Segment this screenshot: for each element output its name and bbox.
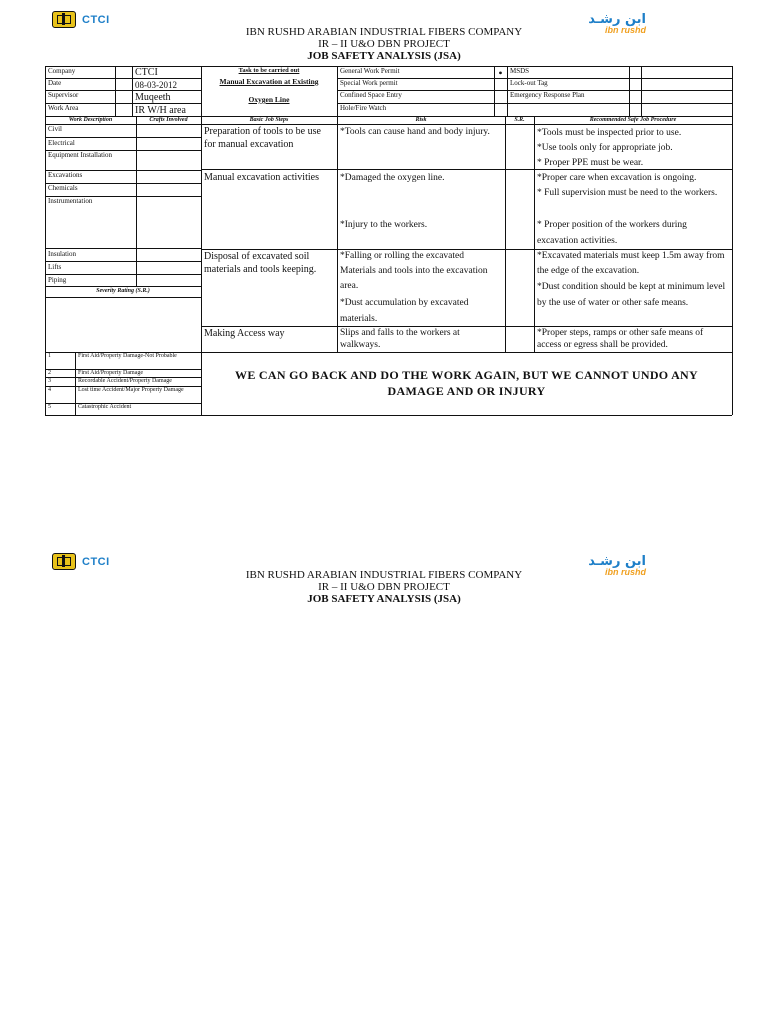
job-step-1: Preparation of tools to be use for manual excavation: [204, 126, 321, 150]
company-label: Company: [48, 67, 76, 75]
procedure-2a: *Proper care when excavation is ongoing.: [537, 173, 697, 183]
work-desc-item: Excavations: [48, 171, 83, 179]
ibn-rushd-logo-latin: ibn rushd: [605, 567, 646, 577]
work-desc-item: Chemicals: [48, 184, 78, 192]
procedure-2b: * Full supervision must be need to the workers.: [537, 188, 718, 198]
severity-text: First Aid/Property Damage-Not Probable: [78, 353, 177, 359]
procedure-3b: *Dust condition should be kept at minimum level by the use of water or other safe means.: [537, 282, 726, 308]
permit-holefire-checkbox[interactable]: [494, 103, 507, 115]
work-desc-item: Civil: [48, 125, 63, 133]
work-desc-item: Instrumentation: [48, 197, 93, 205]
procedure-2c: * Proper position of the workers during excavation activities.: [537, 220, 687, 246]
risk-2b: *Injury to the workers.: [340, 220, 428, 230]
ibn-rushd-logo-arabic: ابن رشـد: [588, 12, 646, 27]
document-title: JOB SAFETY ANALYSIS (JSA): [307, 50, 461, 62]
work-desc-item: Insulation: [48, 250, 76, 258]
job-step-3: Disposal of excavated soil materials and tools keeping.: [204, 251, 317, 275]
severity-text: Recordable Accident/Property Damage: [78, 378, 172, 384]
procedure-1b: *Use tools only for appropriate job.: [537, 143, 673, 153]
risk-3b: *Dust accumulation by excavated materials.: [340, 298, 469, 324]
permit-right-blank: [507, 103, 629, 115]
permit-special-checkbox[interactable]: [494, 78, 507, 90]
safety-slogan-line-1: WE CAN GO BACK AND DO THE WORK AGAIN, BUT WE CANNOT UNDO ANY: [235, 368, 698, 382]
task-line-2: Oxygen Line: [248, 95, 290, 104]
ctci-logo-text: CTCI: [82, 13, 110, 26]
procedure-3a: *Excavated materials must keep 1.5m away from the edge of the excavation.: [537, 251, 725, 276]
ibn-rushd-logo-arabic: ابن رشـد: [588, 554, 646, 569]
task-line-1: Manual Excavation at Existing: [219, 77, 319, 86]
work-desc-item: Electrical: [48, 139, 75, 147]
severity-num: 1: [48, 353, 51, 359]
work-desc-item: Lifts: [48, 263, 62, 271]
col-recommended: Recommended Safe Job Procedure: [589, 117, 677, 123]
severity-title: Severity Rating (S.R.): [96, 288, 150, 294]
project-name-page-2: IR – II U&O DBN PROJECT: [318, 581, 450, 593]
msds-label: MSDS: [510, 67, 530, 75]
severity-num: 5: [48, 404, 51, 410]
supervisor-label: Supervisor: [48, 91, 79, 99]
document-title-page-2: JOB SAFETY ANALYSIS (JSA): [307, 593, 461, 605]
risk-3a: *Falling or rolling the excavated Materials and tools into the excavation area.: [340, 251, 488, 291]
ctci-logo-text: CTCI: [82, 555, 110, 568]
risk-4a: Slips and falls to the workers at walkways.: [340, 328, 460, 350]
permit-general-checkbox[interactable]: •: [498, 66, 503, 80]
task-label: Task to be carried out: [238, 67, 300, 74]
date-label: Date: [48, 79, 62, 87]
col-risk: Risk: [415, 117, 427, 123]
permit-confined-label: Confined Space Entry: [340, 91, 402, 99]
procedure-4a: *Proper steps, ramps or other safe means of access or egress shall be provided.: [537, 328, 704, 350]
company-name-page-2: IBN RUSHD ARABIAN INDUSTRIAL FIBERS COMPANY: [245, 569, 523, 581]
permit-special-label: Special Work permit: [340, 79, 398, 87]
severity-text: Lost time Accident/Major Property Damage: [78, 387, 184, 393]
severity-text: Catastrophic Accident: [78, 404, 132, 410]
date-value: 08-03-2012: [135, 80, 177, 90]
permit-confined-checkbox[interactable]: [494, 90, 507, 102]
severity-text: First Aid/Property Damage: [78, 370, 143, 376]
col-basic-job-steps: Basic Job Steps: [249, 117, 289, 123]
supervisor-value: Muqeeth: [135, 92, 171, 103]
severity-num: 4: [48, 387, 51, 393]
procedure-1c: * Proper PPE must be wear.: [537, 158, 644, 168]
severity-num: 2: [48, 370, 51, 376]
ctci-logo-page-2: [52, 553, 110, 570]
company-value: CTCI: [135, 67, 158, 78]
permit-holefire-label: Hole/Fire Watch: [340, 104, 387, 112]
work-area-value: IR W/H area: [135, 105, 186, 116]
company-name: IBN RUSHD ARABIAN INDUSTRIAL FIBERS COMPANY: [245, 26, 523, 38]
severity-num: 3: [48, 378, 51, 384]
ibn-rushd-logo-latin: ibn rushd: [605, 25, 646, 35]
job-step-2: Manual excavation activities: [204, 172, 319, 183]
work-desc-item: Piping: [48, 276, 67, 284]
job-step-4: Making Access way: [204, 328, 285, 339]
ctci-logo-icon: [52, 553, 76, 570]
col-work-description: Work Description: [68, 117, 113, 123]
project-name: IR – II U&O DBN PROJECT: [318, 38, 450, 50]
work-area-label: Work Area: [48, 104, 79, 112]
safety-slogan-line-2: DAMAGE AND OR INJURY: [387, 384, 546, 398]
procedure-1a: *Tools must be inspected prior to use.: [537, 128, 682, 138]
col-sr: S.R.: [514, 117, 525, 123]
permit-general-label: General Work Permit: [340, 67, 400, 75]
lockout-tag-label: Lock-out Tag: [510, 79, 548, 87]
col-crafts-involved: Crafts Involved: [149, 117, 188, 123]
risk-2a: *Damaged the oxygen line.: [340, 173, 445, 183]
risk-1a: *Tools can cause hand and body injury.: [340, 127, 490, 137]
emergency-plan-label: Emergency Response Plan: [510, 91, 585, 99]
work-desc-item: Equipment Installation: [48, 151, 112, 159]
